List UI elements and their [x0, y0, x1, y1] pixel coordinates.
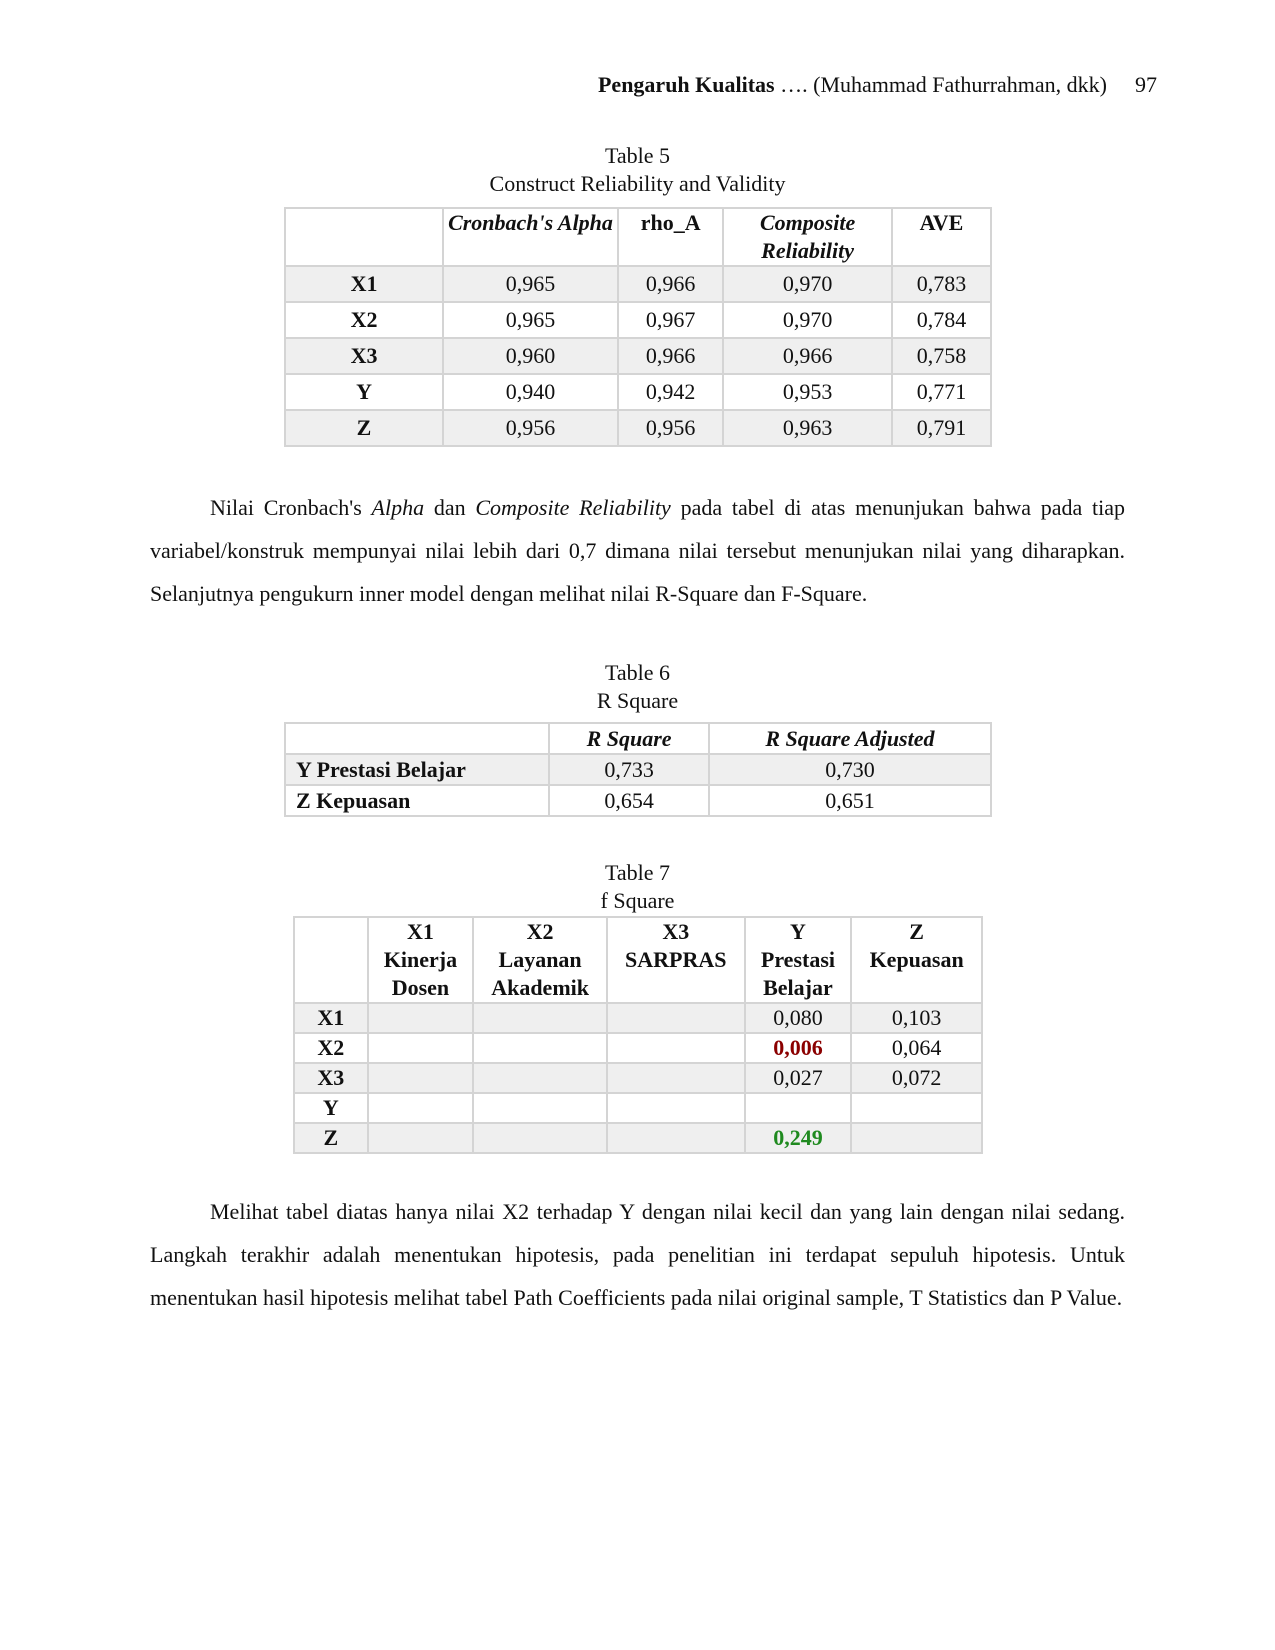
table-cell	[607, 1063, 745, 1093]
text-run: Nilai Cronbach's	[210, 495, 372, 520]
table6-caption	[0, 659, 1275, 715]
table5-header-cronbach: Cronbach's Alpha	[443, 208, 618, 266]
running-header-authors: …. (Muhammad Fathurrahman, dkk)	[774, 72, 1107, 97]
table-cell: 0,730	[709, 754, 991, 785]
table-row	[285, 266, 991, 302]
table-cell: 0,783	[892, 266, 991, 302]
table-cell: 0,970	[723, 302, 892, 338]
paragraph-text	[150, 486, 1125, 615]
table7-header-x1: X1 Kinerja Dosen	[368, 917, 474, 1003]
table-cell: 0,940	[443, 374, 618, 410]
table-cell: 0,970	[723, 266, 892, 302]
row-label: X1	[294, 1003, 368, 1033]
table-cell: 0,965	[443, 266, 618, 302]
table-row	[294, 1003, 982, 1033]
row-label: X2	[294, 1033, 368, 1063]
table-row	[294, 1033, 982, 1063]
table5-label: Table 5	[604, 143, 671, 168]
row-label: Z	[294, 1123, 368, 1153]
row-label: Z	[285, 410, 443, 446]
table7-title: f Square	[600, 888, 675, 913]
table6-header-blank	[285, 723, 549, 754]
table-cell: 0,791	[892, 410, 991, 446]
table-cell: 0,967	[618, 302, 723, 338]
table-cell: 0,784	[892, 302, 991, 338]
table-cell: 0,654	[549, 785, 709, 816]
table-row	[294, 1123, 982, 1153]
table5-header-ave: AVE	[892, 208, 991, 266]
table-cell-highlight-low: 0,006	[745, 1033, 852, 1063]
table7-header-x2: X2 Layanan Akademik	[473, 917, 607, 1003]
table-row	[285, 785, 991, 816]
table-row	[294, 1063, 982, 1093]
table-cell	[368, 1123, 474, 1153]
row-label: Z Kepuasan	[285, 785, 549, 816]
table-cell: 0,771	[892, 374, 991, 410]
table-cell: 0,103	[851, 1003, 982, 1033]
table7-header-x3: X3 SARPRAS	[607, 917, 745, 1003]
table5-construct-reliability	[284, 207, 992, 447]
table-cell	[473, 1063, 607, 1093]
table-cell	[607, 1003, 745, 1033]
table-cell	[745, 1093, 852, 1123]
table-cell: 0,956	[618, 410, 723, 446]
row-label: Y	[285, 374, 443, 410]
page-number: 97	[1135, 72, 1157, 97]
table5-title: Construct Reliability and Validity	[489, 171, 786, 196]
table-row	[285, 374, 991, 410]
table-cell-highlight-high: 0,249	[745, 1123, 852, 1153]
running-header	[598, 72, 1157, 98]
table-cell: 0,963	[723, 410, 892, 446]
table6-label: Table 6	[604, 660, 671, 685]
table-cell: 0,651	[709, 785, 991, 816]
row-label: Y	[294, 1093, 368, 1123]
table-cell	[851, 1093, 982, 1123]
paragraph-text: Melihat tabel diatas hanya nilai X2 terhadap Y dengan nilai kecil dan yang lain dengan nilai sedang. Langkah terakhir adalah menentukan hipotesis, pada penelitian ini terdapat sepuluh hipotesis. Untuk menentukan hasil hipotesis melihat tabel Path Coefficients pada nilai original sample, T Statistics dan P Value.	[150, 1199, 1125, 1310]
table-row	[285, 410, 991, 446]
table7-f-square	[293, 916, 983, 1154]
table-cell: 0,072	[851, 1063, 982, 1093]
table5-header-rho: rho_A	[618, 208, 723, 266]
table-cell	[368, 1003, 474, 1033]
table-cell: 0,965	[443, 302, 618, 338]
table-cell	[368, 1063, 474, 1093]
table7-caption	[0, 859, 1275, 915]
paragraph-hypothesis	[150, 1190, 1125, 1319]
table-cell: 0,956	[443, 410, 618, 446]
table-cell	[473, 1033, 607, 1063]
running-header-title: Pengaruh Kualitas	[597, 72, 775, 97]
table-cell	[473, 1093, 607, 1123]
text-run: dan	[424, 495, 476, 520]
table-cell	[473, 1003, 607, 1033]
text-run-italic: Alpha	[371, 495, 425, 520]
row-label: X3	[285, 338, 443, 374]
table5-caption	[0, 142, 1275, 198]
table-cell	[368, 1033, 474, 1063]
text-run: pada tabel di atas menunjukan bahwa pada tiap variabel/konstruk mempunyai nilai lebih dari 0,7 dimana nilai tersebut menunjukan nilai yang diharapkan. Selanjutnya pengukurn inner model dengan melihat nilai R-Square dan F-Square.	[150, 495, 1126, 606]
table-cell: 0,942	[618, 374, 723, 410]
table-cell: 0,027	[745, 1063, 852, 1093]
table-cell: 0,080	[745, 1003, 852, 1033]
text-run-italic: Composite Reliability	[475, 495, 671, 520]
table-cell	[607, 1123, 745, 1153]
table-cell	[368, 1093, 474, 1123]
table-cell: 0,064	[851, 1033, 982, 1063]
table-row	[285, 754, 991, 785]
table6-header-rsquare: R Square	[549, 723, 709, 754]
table-cell	[851, 1123, 982, 1153]
table5-header-blank	[285, 208, 443, 266]
table-cell: 0,758	[892, 338, 991, 374]
row-label: X1	[285, 266, 443, 302]
table7-label: Table 7	[604, 860, 671, 885]
table-row	[285, 302, 991, 338]
table-cell	[607, 1093, 745, 1123]
table5-header-composite: Composite Reliability	[723, 208, 892, 266]
paragraph-reliability	[150, 486, 1125, 615]
table7-header-z: Z Kepuasan	[851, 917, 982, 1003]
table7-header-blank	[294, 917, 368, 1003]
table-cell: 0,960	[443, 338, 618, 374]
row-label: Y Prestasi Belajar	[285, 754, 549, 785]
table6-r-square	[284, 722, 992, 817]
table-cell: 0,966	[618, 266, 723, 302]
table-row	[294, 1093, 982, 1123]
row-label: X2	[285, 302, 443, 338]
table7-header-y: Y Prestasi Belajar	[745, 917, 852, 1003]
table-cell: 0,953	[723, 374, 892, 410]
table-row	[285, 338, 991, 374]
row-label: X3	[294, 1063, 368, 1093]
table6-title: R Square	[596, 688, 679, 713]
table-cell: 0,966	[723, 338, 892, 374]
table-cell: 0,733	[549, 754, 709, 785]
table6-header-rsquare-adjusted: R Square Adjusted	[709, 723, 991, 754]
table-cell	[473, 1123, 607, 1153]
table-cell: 0,966	[618, 338, 723, 374]
table-cell	[607, 1033, 745, 1063]
